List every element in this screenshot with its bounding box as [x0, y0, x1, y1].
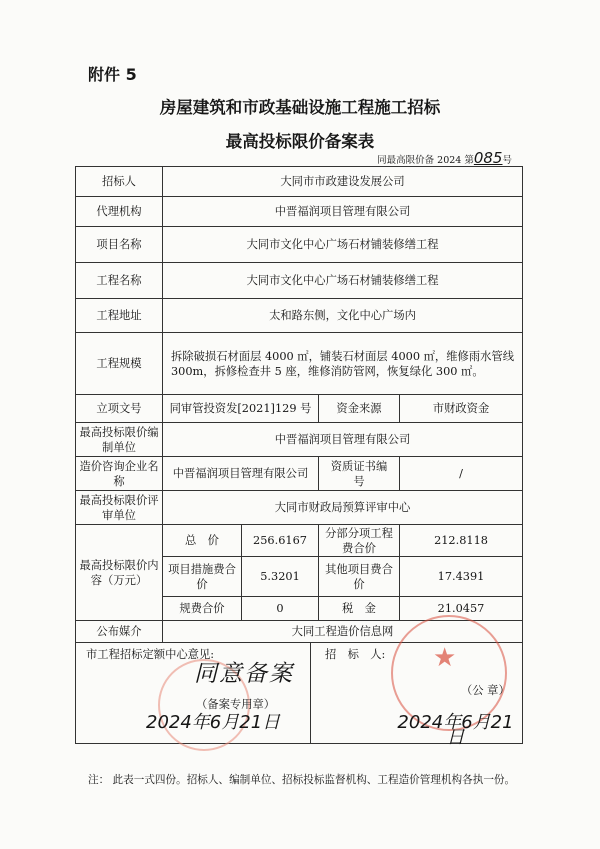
row-signatures [76, 643, 523, 744]
value-fee: 0 [242, 597, 319, 621]
value-project-name: 大同市文化中心广场石材铺装修缮工程 [163, 227, 523, 263]
tenderer-caption: 招 标 人: [325, 648, 386, 661]
filing-form-table [75, 166, 523, 748]
label-agency: 代理机构 [76, 197, 163, 227]
row-reviewer [76, 491, 523, 525]
label-address: 工程地址 [76, 299, 163, 333]
value-other: 17.4391 [400, 557, 523, 597]
label-media: 公布媒介 [76, 621, 163, 643]
approval-handwriting: 同意备案 [194, 661, 294, 687]
record-suffix: 号 [502, 155, 512, 166]
row-tenderer [76, 167, 523, 197]
row-compiler [76, 423, 523, 457]
record-prefix: 同最高限价备 2024 第 [377, 155, 474, 166]
label-reviewer: 最高投标限价评审单位 [76, 491, 163, 525]
row-address [76, 299, 523, 333]
right-sign-date: 2024年6月21日 [397, 712, 514, 748]
value-fund-source: 市财政资金 [400, 395, 523, 423]
label-consult: 造价咨询企业名称 [76, 457, 163, 491]
quota-center-opinion [76, 643, 311, 743]
label-cert: 资质证书编 号 [319, 457, 400, 491]
label-scale: 工程规模 [76, 333, 163, 395]
label-subitem: 分部分项工程费合价 [319, 525, 400, 557]
form-title-line1: 房屋建筑和市政基础设施工程施工招标 [159, 98, 441, 117]
label-fee: 规费合价 [163, 597, 242, 621]
value-work-name: 大同市文化中心广场石材铺装修缮工程 [163, 263, 523, 299]
value-agency: 中晋福润项目管理有限公司 [163, 197, 523, 227]
value-reviewer: 大同市财政局预算评审中心 [163, 491, 523, 525]
label-work-name: 工程名称 [76, 263, 163, 299]
value-address: 太和路东侧，文化中心广场内 [163, 299, 523, 333]
record-number [377, 149, 512, 167]
value-consult: 中晋福润项目管理有限公司 [163, 457, 319, 491]
label-tax: 税 金 [319, 597, 400, 621]
record-handwritten-number: 085 [473, 149, 503, 167]
value-cert: / [400, 457, 523, 491]
label-price-content: 最高投标限价内容（万元） [76, 525, 163, 621]
label-measure: 项目措施费合 价 [163, 557, 242, 597]
value-scale: 拆除破损石材面层 4000 ㎡，铺装石材面层 4000 ㎡，维修雨水管线 300m，拆修检查井 5 座，维修消防管网，恢复绿化 300 ㎡。 [163, 333, 523, 395]
row-project-name [76, 227, 523, 263]
value-subitem: 212.8118 [400, 525, 523, 557]
left-sign-date: 2024年6月21日 [146, 712, 281, 733]
label-total: 总 价 [163, 525, 242, 557]
filing-stamp-label: （备案专用章） [196, 698, 276, 711]
value-tax: 21.0457 [400, 597, 523, 621]
value-media: 大同工程造价信息网 [163, 621, 523, 643]
form-title-line2: 最高投标限价备案表 [225, 132, 375, 151]
value-measure: 5.3201 [242, 557, 319, 597]
official-stamp-label: （公 章） [461, 684, 510, 697]
label-fund-source: 资金来源 [319, 395, 400, 423]
row-scale [76, 333, 523, 395]
row-consult [76, 457, 523, 491]
seal-star-icon: ★ [433, 643, 457, 673]
label-tenderer: 招标人 [76, 167, 163, 197]
label-compiler: 最高投标限价编制单位 [76, 423, 163, 457]
row-work-name [76, 263, 523, 299]
value-approval: 同审管投资发[2021]129 号 [163, 395, 319, 423]
footnote: 注： 此表一式四份。招标人、编制单位、招标投标监督机构、工程造价管理机构各执一份。 [88, 774, 516, 786]
row-content-total [76, 525, 523, 557]
value-compiler: 中晋福润项目管理有限公司 [163, 423, 523, 457]
label-other: 其他项目费合价 [319, 557, 400, 597]
row-approval [76, 395, 523, 423]
label-approval: 立项文号 [76, 395, 163, 423]
attachment-label: 附件 5 [88, 65, 137, 84]
label-project-name: 项目名称 [76, 227, 163, 263]
signature-area [76, 643, 523, 748]
value-tenderer: 大同市市政建设发展公司 [163, 167, 523, 197]
value-total: 256.6167 [242, 525, 319, 557]
row-agency [76, 197, 523, 227]
tenderer-sign [311, 643, 522, 748]
quota-center-caption: 市工程招标定额中心意见: [86, 648, 215, 661]
